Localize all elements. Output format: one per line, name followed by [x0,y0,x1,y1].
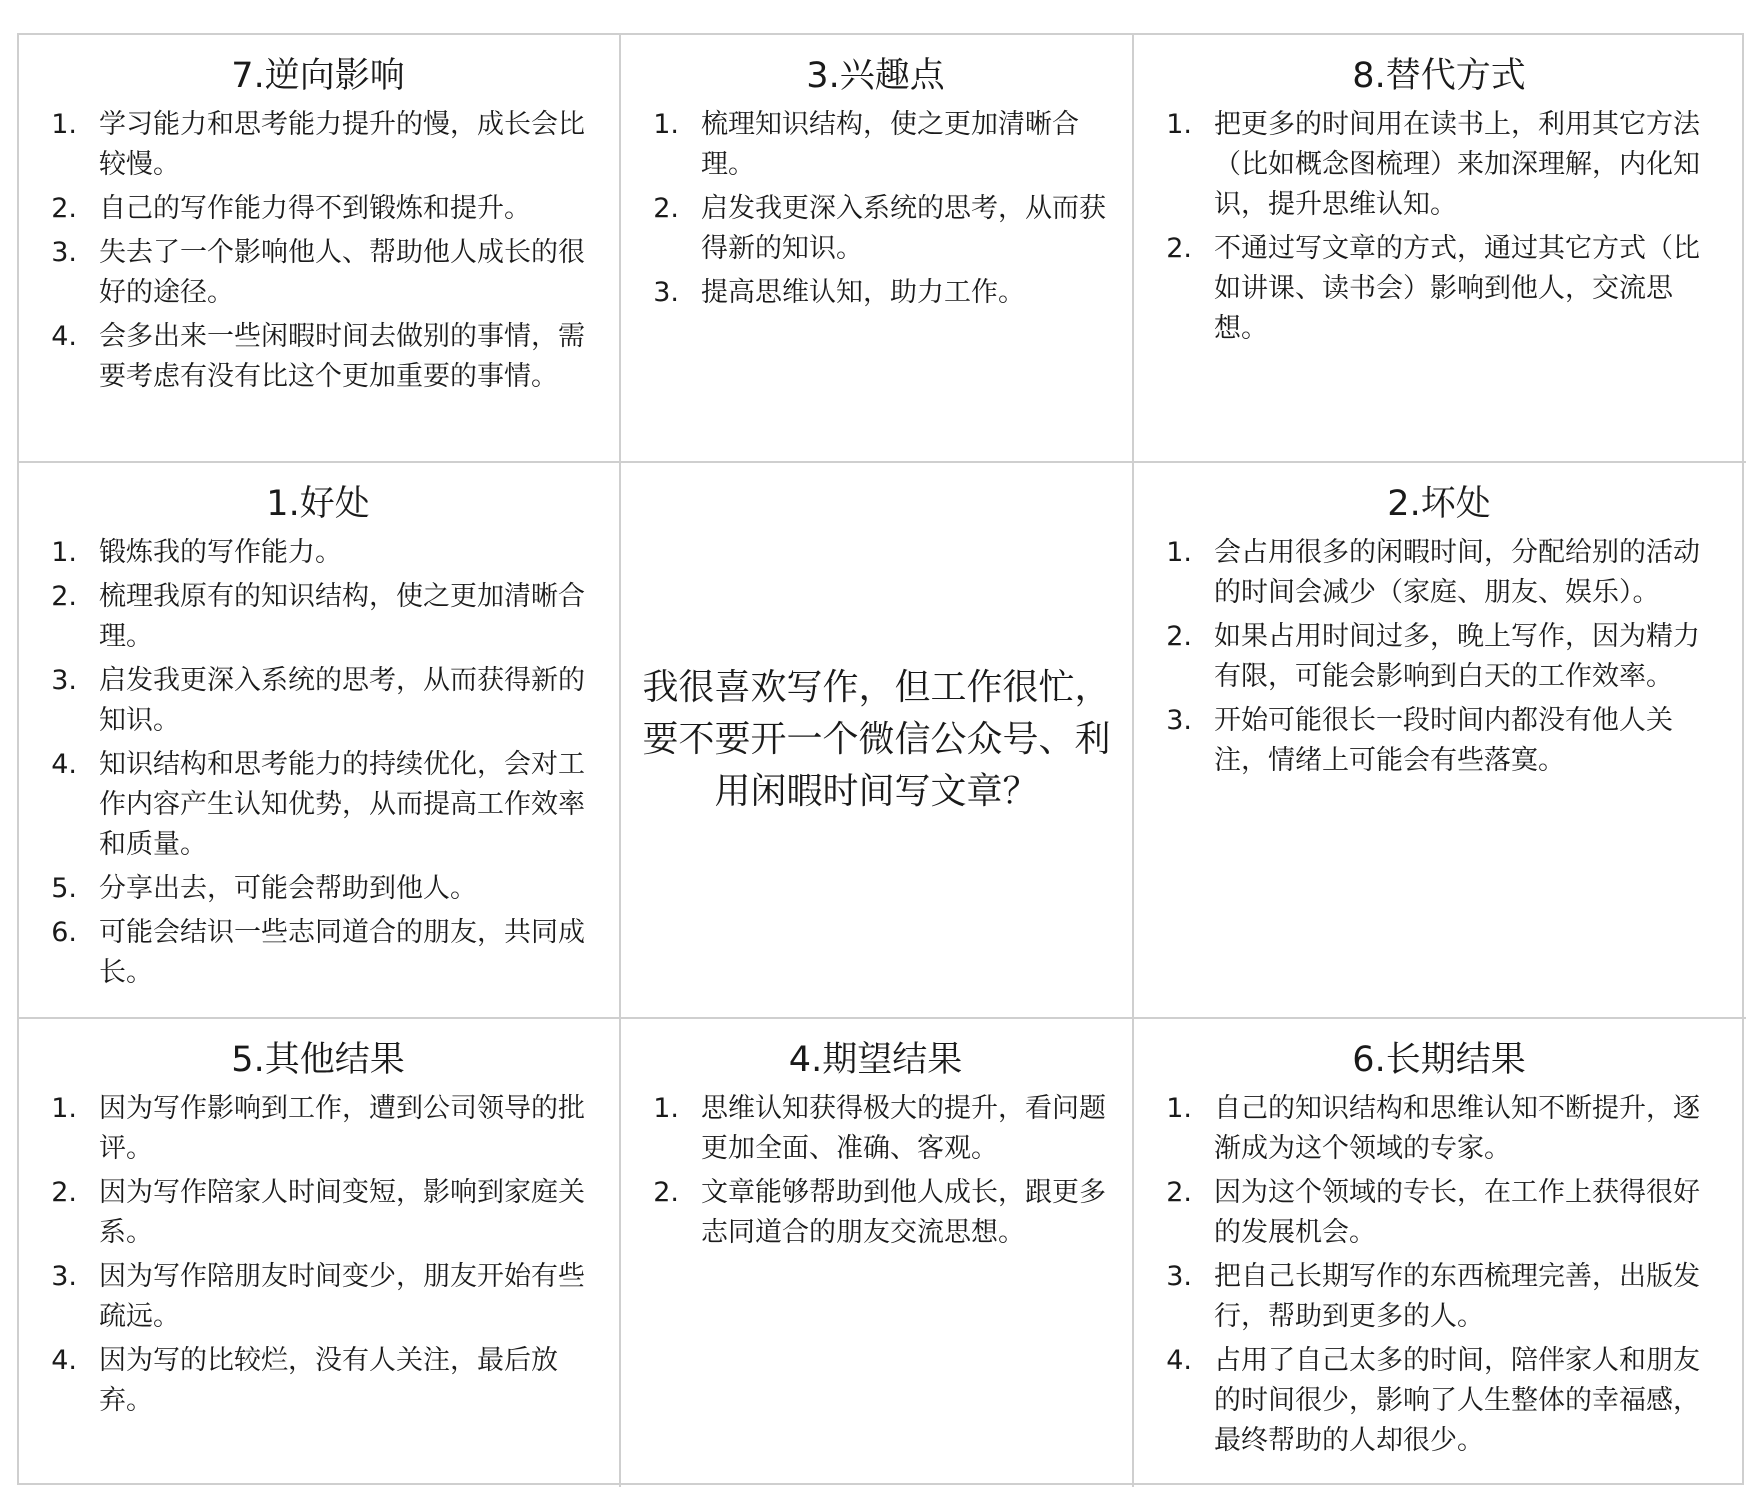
cell-drawbacks [1134,463,1746,1019]
list-item-text: 启发我更深入系统的思考，从而获得新的知识。 [701,193,1106,264]
list-item-text: 因为写作影响到工作，遭到公司领导的批评。 [99,1093,585,1164]
list-item-text: 学习能力和思考能力提升的慢，成长会比较慢。 [99,109,585,180]
list-item [39,189,597,229]
cell-title: 6.长期结果 [1352,1040,1526,1080]
item-list [39,1089,597,1421]
list-item-text: 分享出去，可能会帮助到他人。 [99,873,477,904]
list-item-number: 3. [51,665,77,696]
list-item-text: 开始可能很长一段时间内都没有他人关注，情绪上可能会有些落寞。 [1214,705,1673,776]
cell-alternatives [1134,35,1746,463]
list-item-text: 会多出来一些闲暇时间去做别的事情，需要考虑有没有比这个更加重要的事情。 [99,321,585,392]
list-item-text: 文章能够帮助到他人成长，跟更多志同道合的朋友交流思想。 [701,1177,1106,1248]
list-item [1154,617,1724,697]
center-question: 我很喜欢写作，但工作很忙，要不要开一个微信公众号、利用闲暇时间写文章？ [642,667,1111,812]
list-item-text: 梳理知识结构，使之更加清晰合理。 [701,109,1079,180]
list-item [641,1089,1110,1169]
list-item [1154,105,1724,225]
list-item-text: 思维认知获得极大的提升，看问题更加全面、准确、客观。 [701,1093,1106,1164]
item-list [39,105,597,397]
cell-title: 4.期望结果 [788,1040,963,1080]
list-item [39,1089,597,1169]
list-item [641,273,1110,313]
item-list [1154,1089,1724,1461]
list-item-number: 2. [653,1177,679,1208]
cell-long-term-results [1134,1019,1746,1487]
list-item-text: 梳理我原有的知识结构，使之更加清晰合理。 [99,581,585,652]
list-item-text: 因为写作陪家人时间变短，影响到家庭关系。 [99,1177,585,1248]
list-item-text: 因为这个领域的专长，在工作上获得很好的发展机会。 [1214,1177,1700,1248]
list-item-text: 把更多的时间用在读书上，利用其它方法（比如概念图梳理）来加深理解，内化知识，提升思维认知。 [1214,109,1700,220]
cell-reverse-impact [19,35,621,463]
cell-other-results [19,1019,621,1487]
list-item-number: 1. [653,1093,679,1124]
list-item-text: 可能会结识一些志同道合的朋友，共同成长。 [99,917,585,988]
list-item-text: 提高思维认知，助力工作。 [701,277,1025,308]
list-item [1154,701,1724,781]
list-item [1154,1257,1724,1337]
item-list [1154,533,1724,781]
list-item [641,105,1110,185]
list-item-number: 1. [1166,1093,1192,1124]
list-item-number: 2. [1166,233,1192,264]
list-item [1154,1173,1724,1253]
list-item-number: 1. [653,109,679,140]
list-item-number: 3. [1166,705,1192,736]
list-item [1154,229,1724,349]
cell-expected-results [621,1019,1134,1487]
list-item [39,105,597,185]
list-item-text: 自己的写作能力得不到锻炼和提升。 [99,193,531,224]
cell-title: 7.逆向影响 [231,56,405,96]
list-item-number: 3. [51,237,77,268]
list-item-text: 启发我更深入系统的思考，从而获得新的知识。 [99,665,585,736]
list-item [39,317,597,397]
decision-grid [17,33,1744,1485]
cell-interests [621,35,1134,463]
list-item [641,189,1110,269]
cell-title: 5.其他结果 [231,1040,405,1080]
list-item-text: 因为写的比较烂，没有人关注，最后放弃。 [99,1345,558,1416]
list-item [1154,533,1724,613]
list-item-text: 自己的知识结构和思维认知不断提升，逐渐成为这个领域的专家。 [1214,1093,1700,1164]
cell-title: 2.坏处 [1387,484,1491,524]
list-item-number: 2. [51,1177,77,1208]
list-item-number: 1. [1166,109,1192,140]
list-item-number: 4. [51,1345,77,1376]
item-list [641,105,1110,313]
cell-title: 8.替代方式 [1352,56,1526,96]
list-item-number: 3. [51,1261,77,1292]
list-item-number: 2. [1166,1177,1192,1208]
list-item [39,913,597,993]
list-item-text: 不通过写文章的方式，通过其它方式（比如讲课、读书会）影响到他人，交流思想。 [1214,233,1700,344]
list-item [39,1257,597,1337]
list-item-number: 5. [51,873,77,904]
list-item-number: 6. [51,917,77,948]
list-item-number: 2. [51,581,77,612]
list-item-text: 如果占用时间过多，晚上写作，因为精力有限，可能会影响到白天的工作效率。 [1214,621,1700,692]
list-item [39,1173,597,1253]
item-list [641,1089,1110,1253]
list-item-number: 2. [51,193,77,224]
list-item-text: 失去了一个影响他人、帮助他人成长的很好的途径。 [99,237,585,308]
list-item-text: 会占用很多的闲暇时间，分配给别的活动的时间会减少（家庭、朋友、娱乐）。 [1214,537,1700,608]
list-item [1154,1089,1724,1169]
cell-center-question [621,463,1134,1019]
list-item [39,661,597,741]
item-list [39,533,597,993]
list-item [39,233,597,313]
list-item-text: 锻炼我的写作能力。 [99,537,342,568]
cell-title: 3.兴趣点 [806,56,945,96]
list-item-text: 知识结构和思考能力的持续优化，会对工作内容产生认知优势，从而提高工作效率和质量。 [99,749,585,860]
list-item-text: 把自己长期写作的东西梳理完善，出版发行，帮助到更多的人。 [1214,1261,1700,1332]
list-item-text: 占用了自己太多的时间，陪伴家人和朋友的时间很少，影响了人生整体的幸福感，最终帮助的人却很少。 [1214,1345,1700,1456]
list-item-number: 4. [51,749,77,780]
list-item [39,577,597,657]
cell-benefits [19,463,621,1019]
list-item-number: 2. [1166,621,1192,652]
list-item [641,1173,1110,1253]
list-item [39,745,597,865]
list-item-text: 因为写作陪朋友时间变少，朋友开始有些疏远。 [99,1261,585,1332]
list-item-number: 3. [653,277,679,308]
list-item [39,1341,597,1421]
list-item-number: 4. [1166,1345,1192,1376]
item-list [1154,105,1724,349]
list-item-number: 1. [51,109,77,140]
list-item-number: 1. [51,537,77,568]
cell-title: 1.好处 [266,484,370,524]
list-item-number: 3. [1166,1261,1192,1292]
list-item-number: 1. [1166,537,1192,568]
list-item [39,869,597,909]
list-item-number: 2. [653,193,679,224]
list-item [1154,1341,1724,1461]
list-item-number: 4. [51,321,77,352]
list-item [39,533,597,573]
list-item-number: 1. [51,1093,77,1124]
